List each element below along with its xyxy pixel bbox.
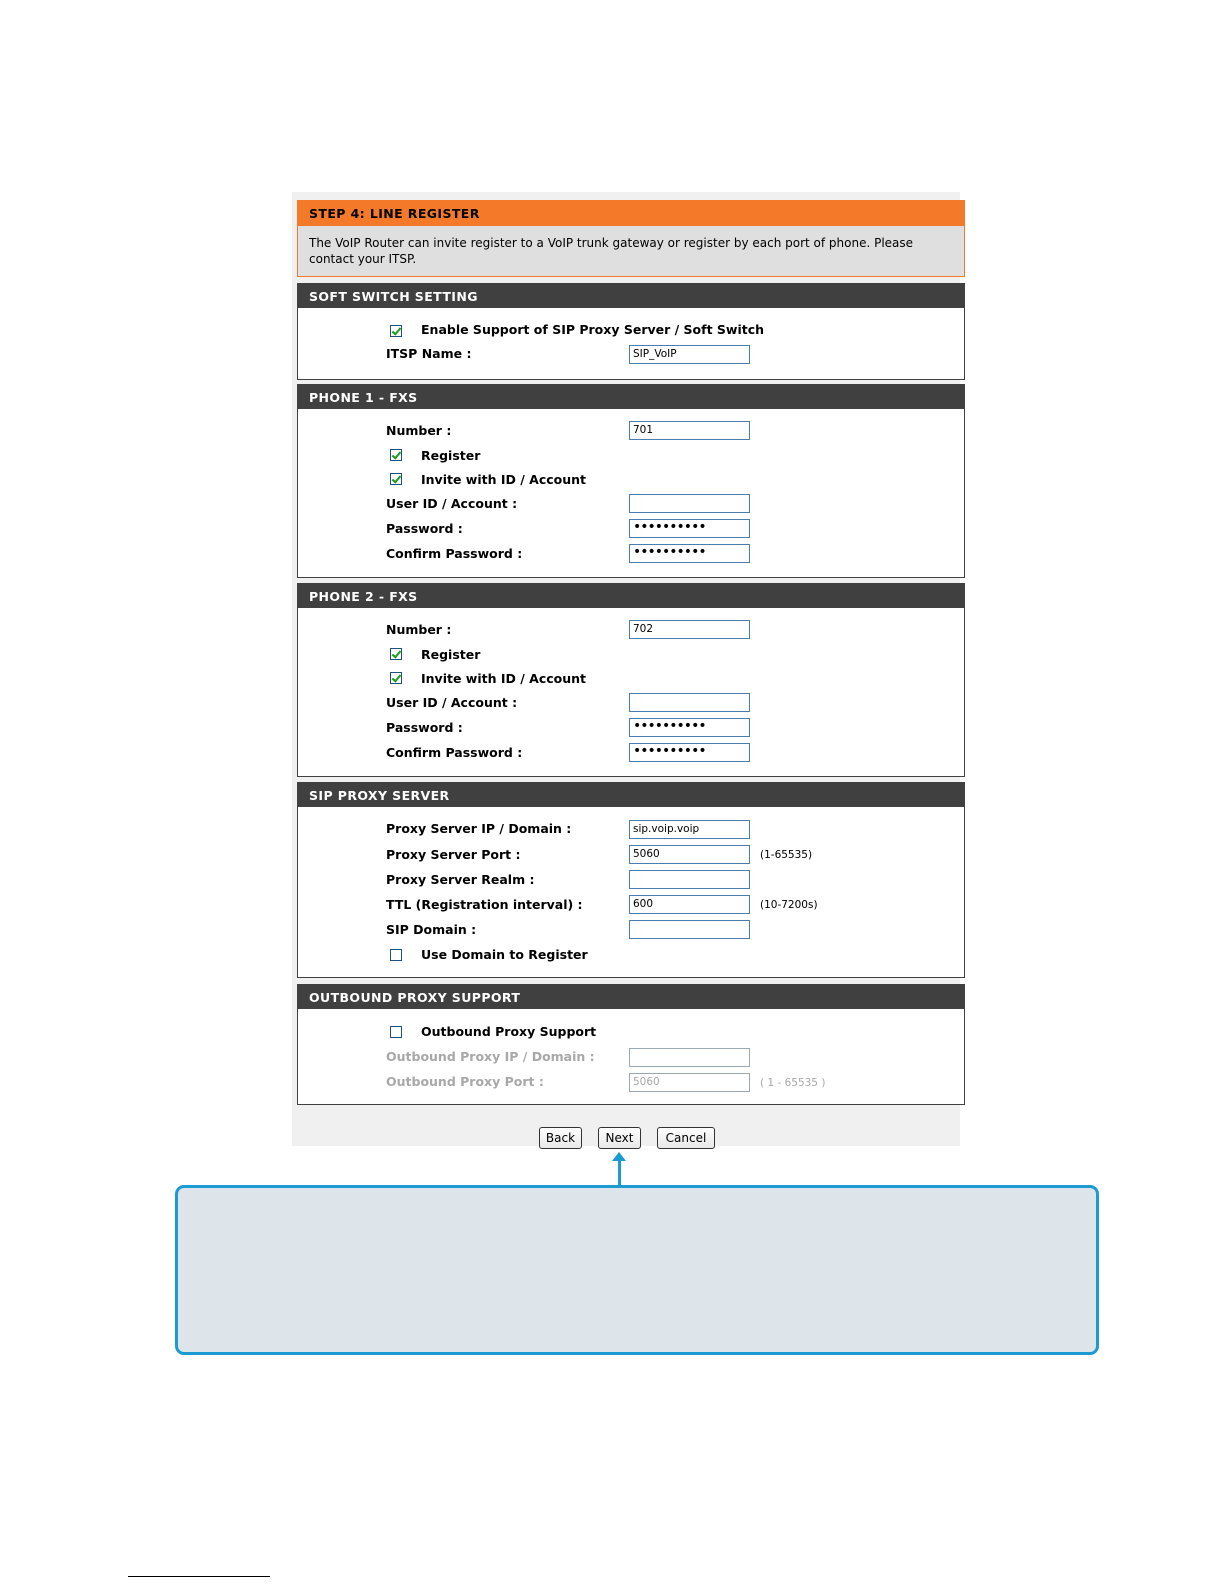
itsp-name-label: ITSP Name :	[386, 346, 472, 361]
phone1-section	[297, 384, 965, 578]
phone2-invite-checkbox[interactable]	[390, 672, 402, 684]
sip-proxy-title: SIP PROXY SERVER	[298, 783, 964, 807]
phone2-confirm-label: Confirm Password :	[386, 745, 523, 760]
step-box	[297, 200, 965, 277]
phone1-title: PHONE 1 - FXS	[298, 385, 964, 409]
phone2-title: PHONE 2 - FXS	[298, 584, 964, 608]
outbound-proxy-title: OUTBOUND PROXY SUPPORT	[298, 985, 964, 1009]
phone2-confirm-input[interactable]: ••••••••••	[629, 743, 750, 762]
ttl-hint: (10-7200s)	[760, 899, 818, 911]
sip-domain-label: SIP Domain :	[386, 922, 477, 937]
sip-domain-input[interactable]	[629, 920, 750, 939]
phone2-number-input[interactable]: 702	[629, 620, 750, 639]
phone2-userid-input[interactable]	[629, 693, 750, 712]
proxy-realm-input[interactable]	[629, 870, 750, 889]
phone2-register-checkbox[interactable]	[390, 648, 402, 660]
step-title: STEP 4: LINE REGISTER	[298, 201, 964, 226]
outbound-proxy-checkbox[interactable]	[390, 1026, 402, 1038]
soft-switch-title: SOFT SWITCH SETTING	[298, 284, 964, 308]
phone1-userid-label: User ID / Account :	[386, 496, 518, 511]
ttl-input[interactable]: 600	[629, 895, 750, 914]
outbound-proxy-section	[297, 984, 965, 1105]
phone1-register-label: Register	[421, 448, 481, 463]
outbound-proxy-ip-label: Outbound Proxy IP / Domain :	[386, 1049, 595, 1064]
soft-switch-section	[297, 283, 965, 380]
back-button[interactable]: Back	[539, 1127, 582, 1149]
cancel-button[interactable]: Cancel	[657, 1127, 715, 1149]
outbound-proxy-port-hint: ( 1 - 65535 )	[760, 1077, 826, 1089]
phone1-userid-input[interactable]	[629, 494, 750, 513]
phone1-confirm-input[interactable]: ••••••••••	[629, 544, 750, 563]
outbound-proxy-port-input[interactable]: 5060	[629, 1073, 750, 1092]
footnote-rule	[128, 1576, 270, 1577]
proxy-ip-label: Proxy Server IP / Domain :	[386, 821, 572, 836]
itsp-name-input[interactable]: SIP_VoIP	[629, 345, 750, 364]
enable-sip-proxy-label: Enable Support of SIP Proxy Server / Soft Switch	[421, 322, 765, 337]
proxy-realm-label: Proxy Server Realm :	[386, 872, 535, 887]
outbound-proxy-port-label: Outbound Proxy Port :	[386, 1074, 544, 1089]
proxy-port-hint: (1-65535)	[760, 849, 813, 861]
next-button[interactable]: Next	[598, 1127, 641, 1149]
phone1-register-checkbox[interactable]	[390, 449, 402, 461]
phone2-invite-label: Invite with ID / Account	[421, 671, 586, 686]
phone1-confirm-label: Confirm Password :	[386, 546, 523, 561]
phone2-register-label: Register	[421, 647, 481, 662]
phone2-userid-label: User ID / Account :	[386, 695, 518, 710]
callout-box	[175, 1185, 1099, 1355]
callout-arrow-shaft	[618, 1159, 621, 1185]
phone1-password-input[interactable]: ••••••••••	[629, 519, 750, 538]
ttl-label: TTL (Registration interval) :	[386, 897, 583, 912]
phone1-invite-label: Invite with ID / Account	[421, 472, 586, 487]
phone1-number-input[interactable]: 701	[629, 421, 750, 440]
phone2-password-input[interactable]: ••••••••••	[629, 718, 750, 737]
enable-sip-proxy-checkbox[interactable]	[390, 325, 402, 337]
use-domain-checkbox[interactable]	[390, 949, 402, 961]
phone1-password-label: Password :	[386, 521, 463, 536]
phone2-password-label: Password :	[386, 720, 463, 735]
outbound-proxy-support-label: Outbound Proxy Support	[421, 1024, 597, 1039]
proxy-port-label: Proxy Server Port :	[386, 847, 521, 862]
sip-proxy-section	[297, 782, 965, 978]
proxy-ip-input[interactable]: sip.voip.voip	[629, 820, 750, 839]
phone1-number-label: Number :	[386, 423, 452, 438]
proxy-port-input[interactable]: 5060	[629, 845, 750, 864]
phone2-number-label: Number :	[386, 622, 452, 637]
use-domain-label: Use Domain to Register	[421, 947, 588, 962]
phone1-invite-checkbox[interactable]	[390, 473, 402, 485]
outbound-proxy-ip-input[interactable]	[629, 1048, 750, 1067]
phone2-section	[297, 583, 965, 777]
step-description: The VoIP Router can invite register to a VoIP trunk gateway or register by each port of phone. Please contact your ITSP.	[309, 236, 914, 266]
